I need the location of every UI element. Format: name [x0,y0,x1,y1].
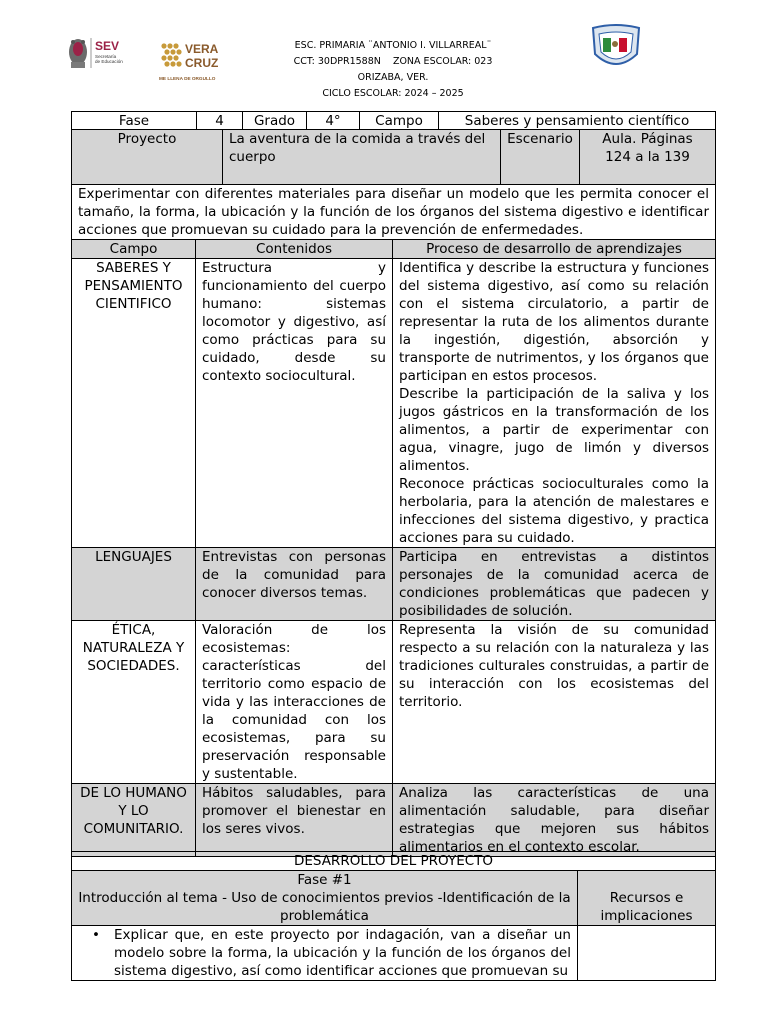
escenario-value: Aula. Páginas 124 a la 139 [580,130,716,185]
school-crest-icon [589,24,643,74]
sev-logo [66,34,146,74]
development-table [71,851,716,981]
document-header [0,0,768,110]
school-info [250,38,536,102]
campo-cell: LENGUAJES [72,548,196,621]
proceso-cell: Representa la visión de su comunidad respecto a su relación con la naturaleza y las tradiciones culturales construidas, a partir de su interacción con los ecosistemas del territorio. [393,621,716,784]
school-line: CICLO ESCOLAR: 2024 – 2025 [322,88,464,99]
campo-value: Saberes y pensamiento científico [439,112,716,131]
recursos-cell [577,926,715,981]
school-line: ORIZABA, VER. [357,72,429,83]
info-table-top [71,111,716,131]
learning-table [71,184,716,857]
proceso-cell: Participa en entrevistas a distintos personajes de la comunidad acerca de condiciones problemáticas que padecen y posibilidades de solución. [393,548,716,621]
fase-value: 4 [197,112,243,131]
proceso-cell [393,259,716,548]
contenido-cell: Entrevistas con personas de la comunidad para conocer diversos temas. [196,548,393,621]
header-campo: Campo [72,240,196,259]
campo-label: Campo [360,112,439,131]
activity-text: Explicar que, en este proyecto por indagación, van a diseñar un modelo sobre la forma, la ubicación y la función de los órganos del sistema digestivo, así como identificar acciones que promuevan su [114,927,571,979]
proceso-paragraph: Reconoce prácticas socioculturales como la herbolaria, para la atención de malestares e infecciones del sistema digestivo, y practica acciones para su cuidado. [399,476,709,546]
fase-heading [72,871,578,926]
activity-cell [72,926,578,981]
header-contenidos: Contenidos [196,240,393,259]
svg-text:de Educación: de Educación [95,59,123,64]
campo-cell: ÉTICA, NATURALEZA Y SOCIEDADES. [72,621,196,784]
fase-description: Introducción al tema - Uso de conocimientos previos -Identificación de la problemática [78,890,571,924]
grado-label: Grado [243,112,307,131]
desarrollo-title: DESARROLLO DEL PROYECTO [72,852,716,871]
svg-text:ME LLENA DE ORGULLO: ME LLENA DE ORGULLO [159,76,216,81]
project-objective: Experimentar con diferentes materiales para diseñar un modelo que les permita conocer el tamaño, la forma, la ubicación y la función de los órganos del sistema digestivo e identificar acciones que promuevan su cuidado para la prevención de enfermedades. [72,185,716,240]
campo-cell: DE LO HUMANO Y LO COMUNITARIO. [72,784,196,857]
svg-text:CRUZ: CRUZ [185,56,219,70]
proyecto-value: La aventura de la comida a través del cuerpo [223,130,501,185]
svg-text:Secretaría: Secretaría [95,54,117,59]
coat-of-arms-icon [69,39,87,68]
proceso-cell: Analiza las características de una alimentación saludable, para diseñar estrategias que mejoren sus hábitos alimentarios en el contexto escolar. [393,784,716,857]
veracruz-logo [158,38,228,86]
info-table-project [71,129,716,185]
escenario-label: Escenario [501,130,580,185]
svg-text:VERA: VERA [185,42,219,56]
contenido-cell: Estructura y funcionamiento del cuerpo humano: sistemas locomotor y digestivo, así como prácticas para su cuidado, desde su contexto sociocultural. [196,259,393,548]
proceso-paragraph: Identifica y describe la estructura y funciones del sistema digestivo, así como su relación con el sistema circulatorio, a partir de representar la ruta de los alimentos durante la ingestión, digestión, absorción y transporte de nutrimentos, y los órganos que participan en estos procesos. [399,260,709,384]
school-line: CCT: 30DPR1588N ZONA ESCOLAR: 023 [293,56,493,67]
contenido-cell: Hábitos saludables, para promover el bienestar en los seres vivos. [196,784,393,857]
list-item [72,926,571,980]
header-proceso: Proceso de desarrollo de aprendizajes [393,240,716,259]
fase-number: Fase #1 [297,872,352,888]
veracruz-pattern-icon [161,43,181,66]
grado-value: 4° [307,112,360,131]
svg-text:SEV: SEV [95,39,120,53]
recursos-heading: Recursos e implicaciones [577,871,715,926]
proceso-paragraph: Describe la participación de la saliva y los jugos gástricos en la transformación de los alimentos, a partir de experimentar con agua, vinagre, jugo de limón y diversos alimentos. [399,386,709,474]
contenido-cell: Valoración de los ecosistemas: características del territorio como espacio de vida y las interacciones de la comunidad con los ecosistemas, para su preservación responsable y sustentable. [196,621,393,784]
school-line: ESC. PRIMARIA ¨ANTONIO I. VILLARREAL¨ [294,40,492,51]
proyecto-label: Proyecto [72,130,223,185]
bullet-icon: • [92,927,100,943]
fase-label: Fase [72,112,197,131]
campo-cell: SABERES Y PENSAMIENTO CIENTIFICO [72,259,196,548]
